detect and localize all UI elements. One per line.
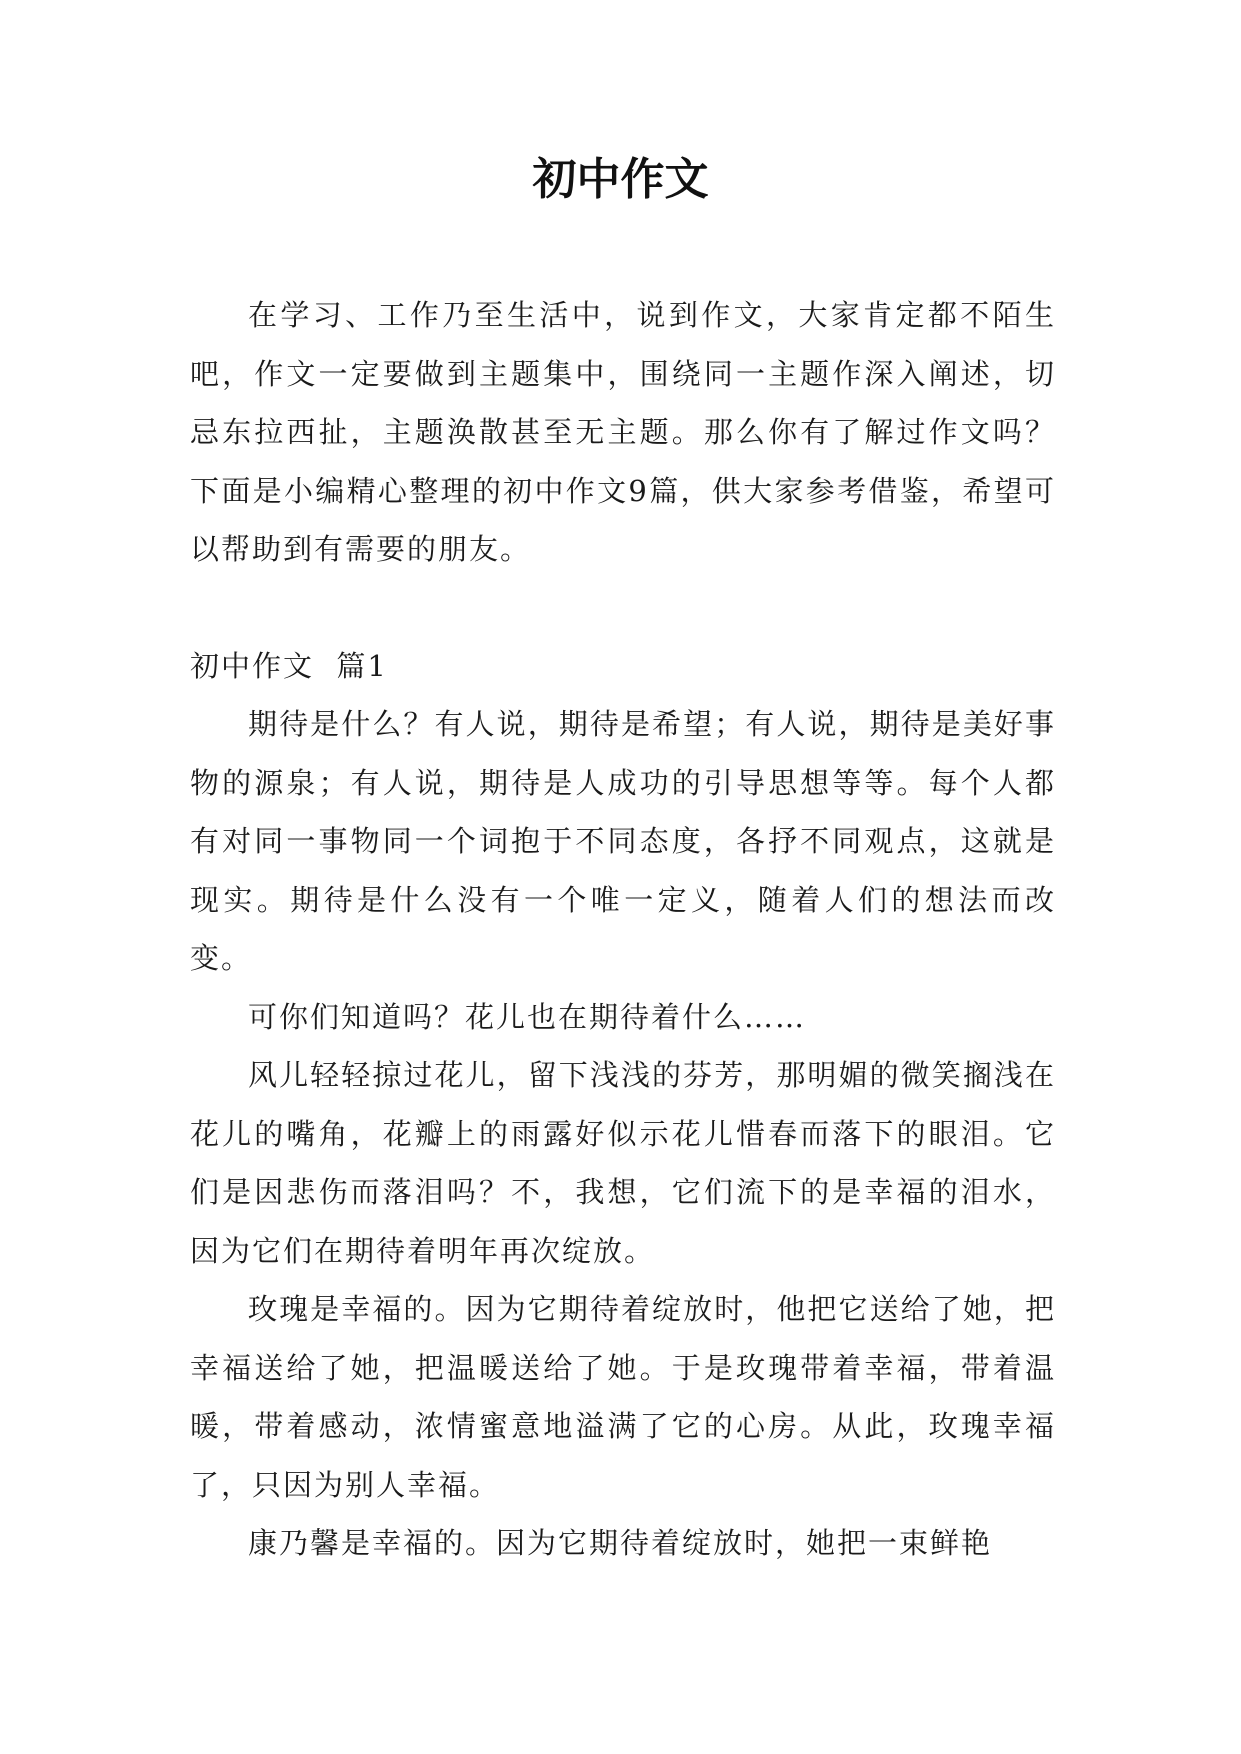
body-paragraph-5: 康乃馨是幸福的。因为它期待着绽放时，她把一束鲜艳	[248, 1526, 993, 1560]
body-paragraph-2: 可你们知道吗？花儿也在期待着什么……	[248, 999, 807, 1034]
section-heading: 初中作文 篇1	[190, 648, 388, 683]
body-paragraph-4: 玫瑰是幸福的。因为它期待着绽放时，他把它送给了她，把幸福送给了她，把温暖送给了她。于是玫瑰带着幸福，带着温暖，带着感动，浓情蜜意地溢满了它的心房。从此，玫瑰幸福了，只因为别人幸福。	[190, 1292, 1056, 1502]
body-paragraph-1: 期待是什么？有人说，期待是希望；有人说，期待是美好事物的源泉；有人说，期待是人成功的引导思想等等。每个人都有对同一事物同一个词抱于不同态度，各抒不同观点，这就是现实。期待是什么没有一个唯一定义，随着人们的想法而改变。	[190, 707, 1056, 975]
document-title: 初中作文	[532, 154, 709, 205]
document-body	[190, 286, 1056, 1573]
body-paragraph-3: 风儿轻轻掠过花儿，留下浅浅的芬芳，那明媚的微笑搁浅在花儿的嘴角，花瓣上的雨露好似示花儿惜春而落下的眼泪。它们是因悲伤而落泪吗？不，我想，它们流下的是幸福的泪水，因为它们在期待着明年再次绽放。	[190, 1058, 1056, 1268]
intro-paragraph: 在学习、工作乃至生活中，说到作文，大家肯定都不陌生吧，作文一定要做到主题集中，围绕同一主题作深入阐述，切忌东拉西扯，主题涣散甚至无主题。那么你有了解过作文吗？下面是小编精心整理的初中作文9篇，供大家参考借鉴，希望可以帮助到有需要的朋友。	[190, 298, 1056, 566]
